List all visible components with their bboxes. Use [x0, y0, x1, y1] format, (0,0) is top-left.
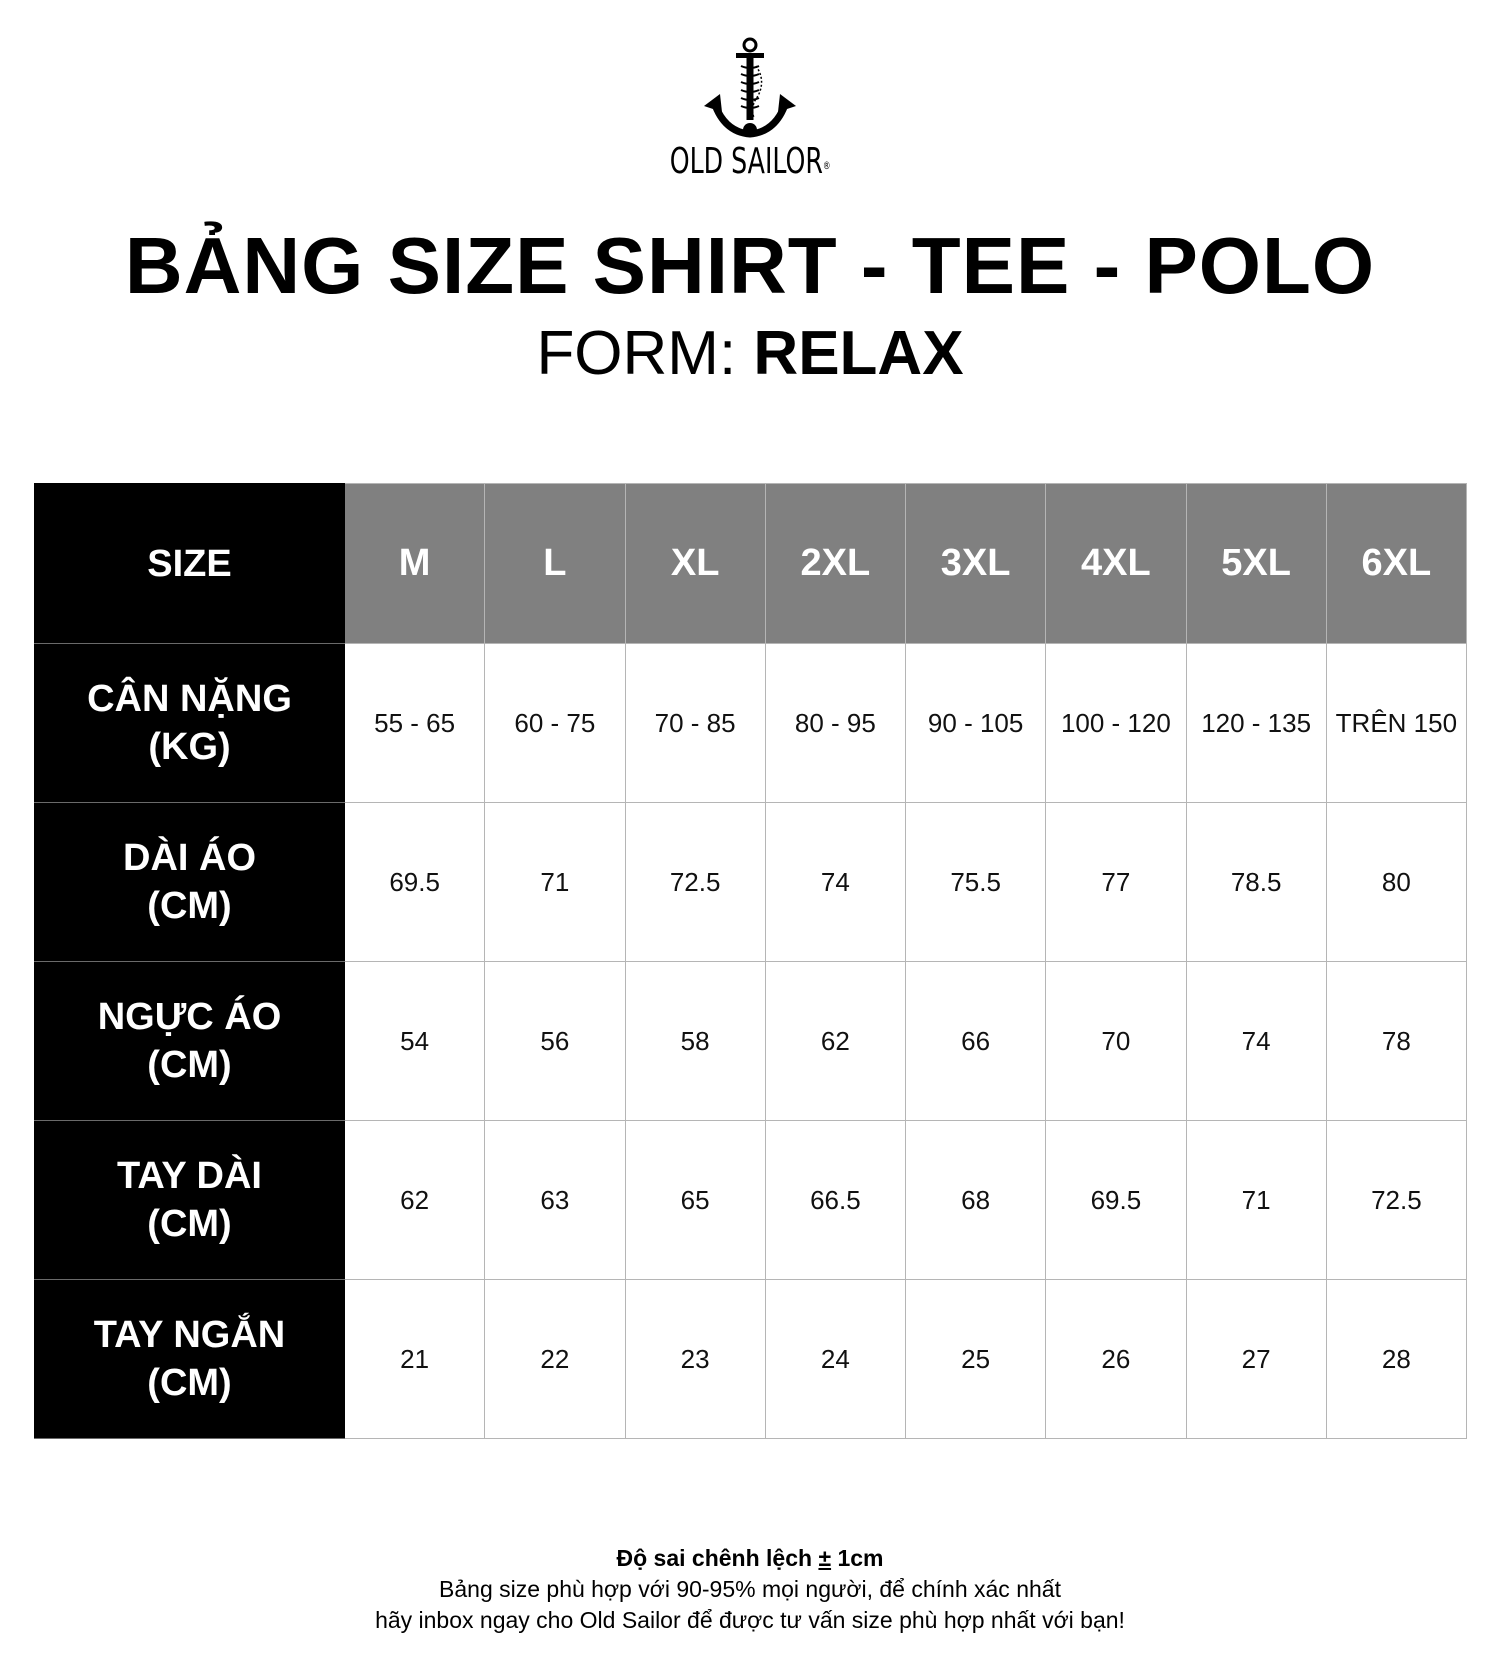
table-cell: 70 [1046, 962, 1186, 1121]
row-label-short-sleeve [35, 1280, 345, 1439]
table-cell: 65 [625, 1121, 765, 1280]
row-label-weight [35, 644, 345, 803]
footer-note [0, 1543, 1500, 1636]
size-col-3xl: 3XL [906, 484, 1046, 644]
row-label-line1: DÀI ÁO [123, 837, 256, 879]
table-cell: 71 [1186, 1121, 1326, 1280]
table-row-weight [35, 644, 1467, 803]
size-corner-label: SIZE [35, 484, 345, 644]
table-cell: 90 - 105 [906, 644, 1046, 803]
table-cell: 78.5 [1186, 803, 1326, 962]
size-col-6xl: 6XL [1326, 484, 1466, 644]
fit-note: Bảng size phù hợp với 90-95% mọi người, để chính xác nhất [439, 1576, 1061, 1602]
table-cell: 100 - 120 [1046, 644, 1186, 803]
table-cell: 72.5 [625, 803, 765, 962]
row-label-long-sleeve [35, 1121, 345, 1280]
anchor-icon [700, 36, 800, 138]
tolerance-note: Độ sai chênh lệch ± 1cm [616, 1545, 884, 1571]
row-label-line2: (CM) [147, 1362, 232, 1404]
table-cell: 54 [345, 962, 485, 1121]
table-row-length [35, 803, 1467, 962]
table-cell: 74 [1186, 962, 1326, 1121]
contact-note: hãy inbox ngay cho Old Sailor để được tư vấn size phù hợp nhất với bạn! [375, 1607, 1125, 1633]
table-cell: TRÊN 150 [1326, 644, 1466, 803]
size-header-row [35, 484, 1467, 644]
table-cell: 78 [1326, 962, 1466, 1121]
form-label: FORM: [536, 319, 737, 388]
row-label-chest [35, 962, 345, 1121]
table-cell: 69.5 [1046, 1121, 1186, 1280]
row-label-line1: CÂN NẶNG [87, 678, 292, 720]
table-cell: 70 - 85 [625, 644, 765, 803]
table-row-short-sleeve [35, 1280, 1467, 1439]
table-cell: 23 [625, 1280, 765, 1439]
table-cell: 21 [345, 1280, 485, 1439]
table-cell: 71 [485, 803, 625, 962]
table-cell: 75.5 [906, 803, 1046, 962]
size-col-l: L [485, 484, 625, 644]
table-cell: 25 [906, 1280, 1046, 1439]
row-label-line2: (KG) [148, 726, 231, 768]
registered-mark: ® [822, 159, 831, 172]
form-value: RELAX [753, 319, 964, 388]
table-cell: 72.5 [1326, 1121, 1466, 1280]
page-title: BẢNG SIZE SHIRT - TEE - POLO [124, 221, 1376, 310]
brand-logo [0, 36, 1500, 182]
size-table [34, 483, 1467, 1439]
table-cell: 22 [485, 1280, 625, 1439]
table-cell: 28 [1326, 1280, 1466, 1439]
form-line [0, 318, 1500, 390]
table-cell: 69.5 [345, 803, 485, 962]
table-cell: 60 - 75 [485, 644, 625, 803]
row-label-length [35, 803, 345, 962]
size-col-2xl: 2XL [765, 484, 905, 644]
table-row-long-sleeve [35, 1121, 1467, 1280]
table-cell: 27 [1186, 1280, 1326, 1439]
table-cell: 66 [906, 962, 1046, 1121]
row-label-line2: (CM) [147, 885, 232, 927]
table-cell: 24 [765, 1280, 905, 1439]
table-row-chest [35, 962, 1467, 1121]
row-label-line2: (CM) [147, 1203, 232, 1245]
table-cell: 120 - 135 [1186, 644, 1326, 803]
size-col-4xl: 4XL [1046, 484, 1186, 644]
table-cell: 62 [345, 1121, 485, 1280]
table-cell: 77 [1046, 803, 1186, 962]
row-label-line2: (CM) [147, 1044, 232, 1086]
table-cell: 74 [765, 803, 905, 962]
table-cell: 68 [906, 1121, 1046, 1280]
table-cell: 66.5 [765, 1121, 905, 1280]
table-cell: 26 [1046, 1280, 1186, 1439]
table-cell: 56 [485, 962, 625, 1121]
size-col-5xl: 5XL [1186, 484, 1326, 644]
table-cell: 55 - 65 [345, 644, 485, 803]
table-cell: 80 [1326, 803, 1466, 962]
size-col-xl: XL [625, 484, 765, 644]
table-cell: 63 [485, 1121, 625, 1280]
table-cell: 80 - 95 [765, 644, 905, 803]
row-label-line1: NGỰC ÁO [97, 996, 282, 1038]
brand-name: OLD SAILOR® [669, 141, 831, 182]
table-cell: 62 [765, 962, 905, 1121]
row-label-line1: TAY DÀI [116, 1155, 262, 1197]
size-col-m: M [345, 484, 485, 644]
table-cell: 58 [625, 962, 765, 1121]
row-label-line1: TAY NGẮN [93, 1314, 286, 1356]
